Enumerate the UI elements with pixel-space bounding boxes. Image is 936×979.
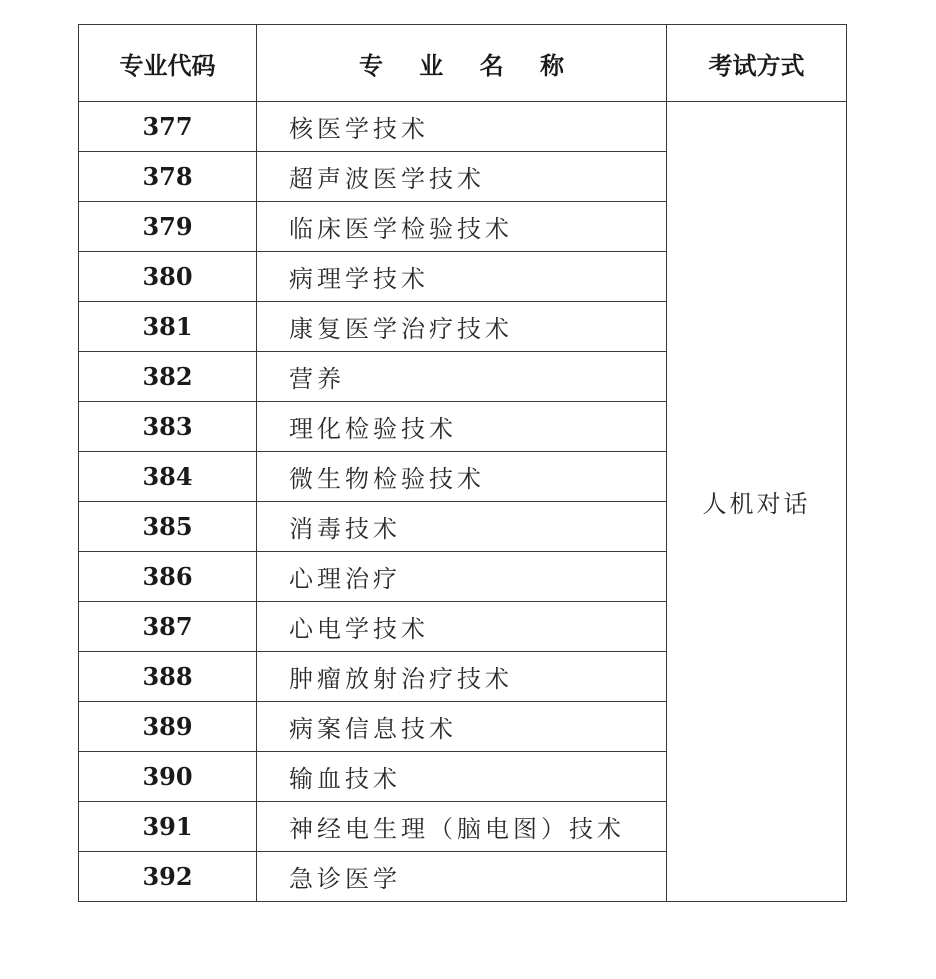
table-row: [79, 102, 847, 152]
specialty-name: 神经电生理（脑电图）技术: [257, 802, 667, 852]
specialty-name: 超声波医学技术: [257, 152, 667, 202]
specialty-code: 378: [79, 152, 257, 202]
specialty-code: 385: [79, 502, 257, 552]
specialty-name: 心理治疗: [257, 552, 667, 602]
specialty-name: 输血技术: [257, 752, 667, 802]
specialty-code: 387: [79, 602, 257, 652]
header-row: [79, 25, 847, 102]
specialty-code: 389: [79, 702, 257, 752]
specialty-name: 营养: [257, 352, 667, 402]
specialty-name: 心电学技术: [257, 602, 667, 652]
specialty-name: 急诊医学: [257, 852, 667, 902]
specialty-code: 382: [79, 352, 257, 402]
specialty-code: 379: [79, 202, 257, 252]
specialty-code: 383: [79, 402, 257, 452]
exam-method: 人机对话: [667, 102, 847, 902]
specialty-name: 病案信息技术: [257, 702, 667, 752]
header-code: 专业代码: [79, 25, 257, 102]
specialty-code: 384: [79, 452, 257, 502]
specialty-code: 390: [79, 752, 257, 802]
specialty-name: 临床医学检验技术: [257, 202, 667, 252]
header-method: 考试方式: [667, 25, 847, 102]
specialty-code: 386: [79, 552, 257, 602]
specialty-code: 388: [79, 652, 257, 702]
specialty-name: 核医学技术: [257, 102, 667, 152]
specialty-name: 康复医学治疗技术: [257, 302, 667, 352]
table-header: [79, 25, 847, 102]
specialty-name: 微生物检验技术: [257, 452, 667, 502]
specialty-table-container: [78, 24, 847, 902]
table-body: [79, 102, 847, 902]
specialty-name: 肿瘤放射治疗技术: [257, 652, 667, 702]
specialty-code: 391: [79, 802, 257, 852]
specialty-code: 381: [79, 302, 257, 352]
specialty-code: 377: [79, 102, 257, 152]
specialty-name: 病理学技术: [257, 252, 667, 302]
specialty-name: 理化检验技术: [257, 402, 667, 452]
header-name: 专 业 名 称: [257, 25, 667, 102]
specialty-table: [78, 24, 847, 902]
specialty-code: 392: [79, 852, 257, 902]
specialty-name: 消毒技术: [257, 502, 667, 552]
specialty-code: 380: [79, 252, 257, 302]
